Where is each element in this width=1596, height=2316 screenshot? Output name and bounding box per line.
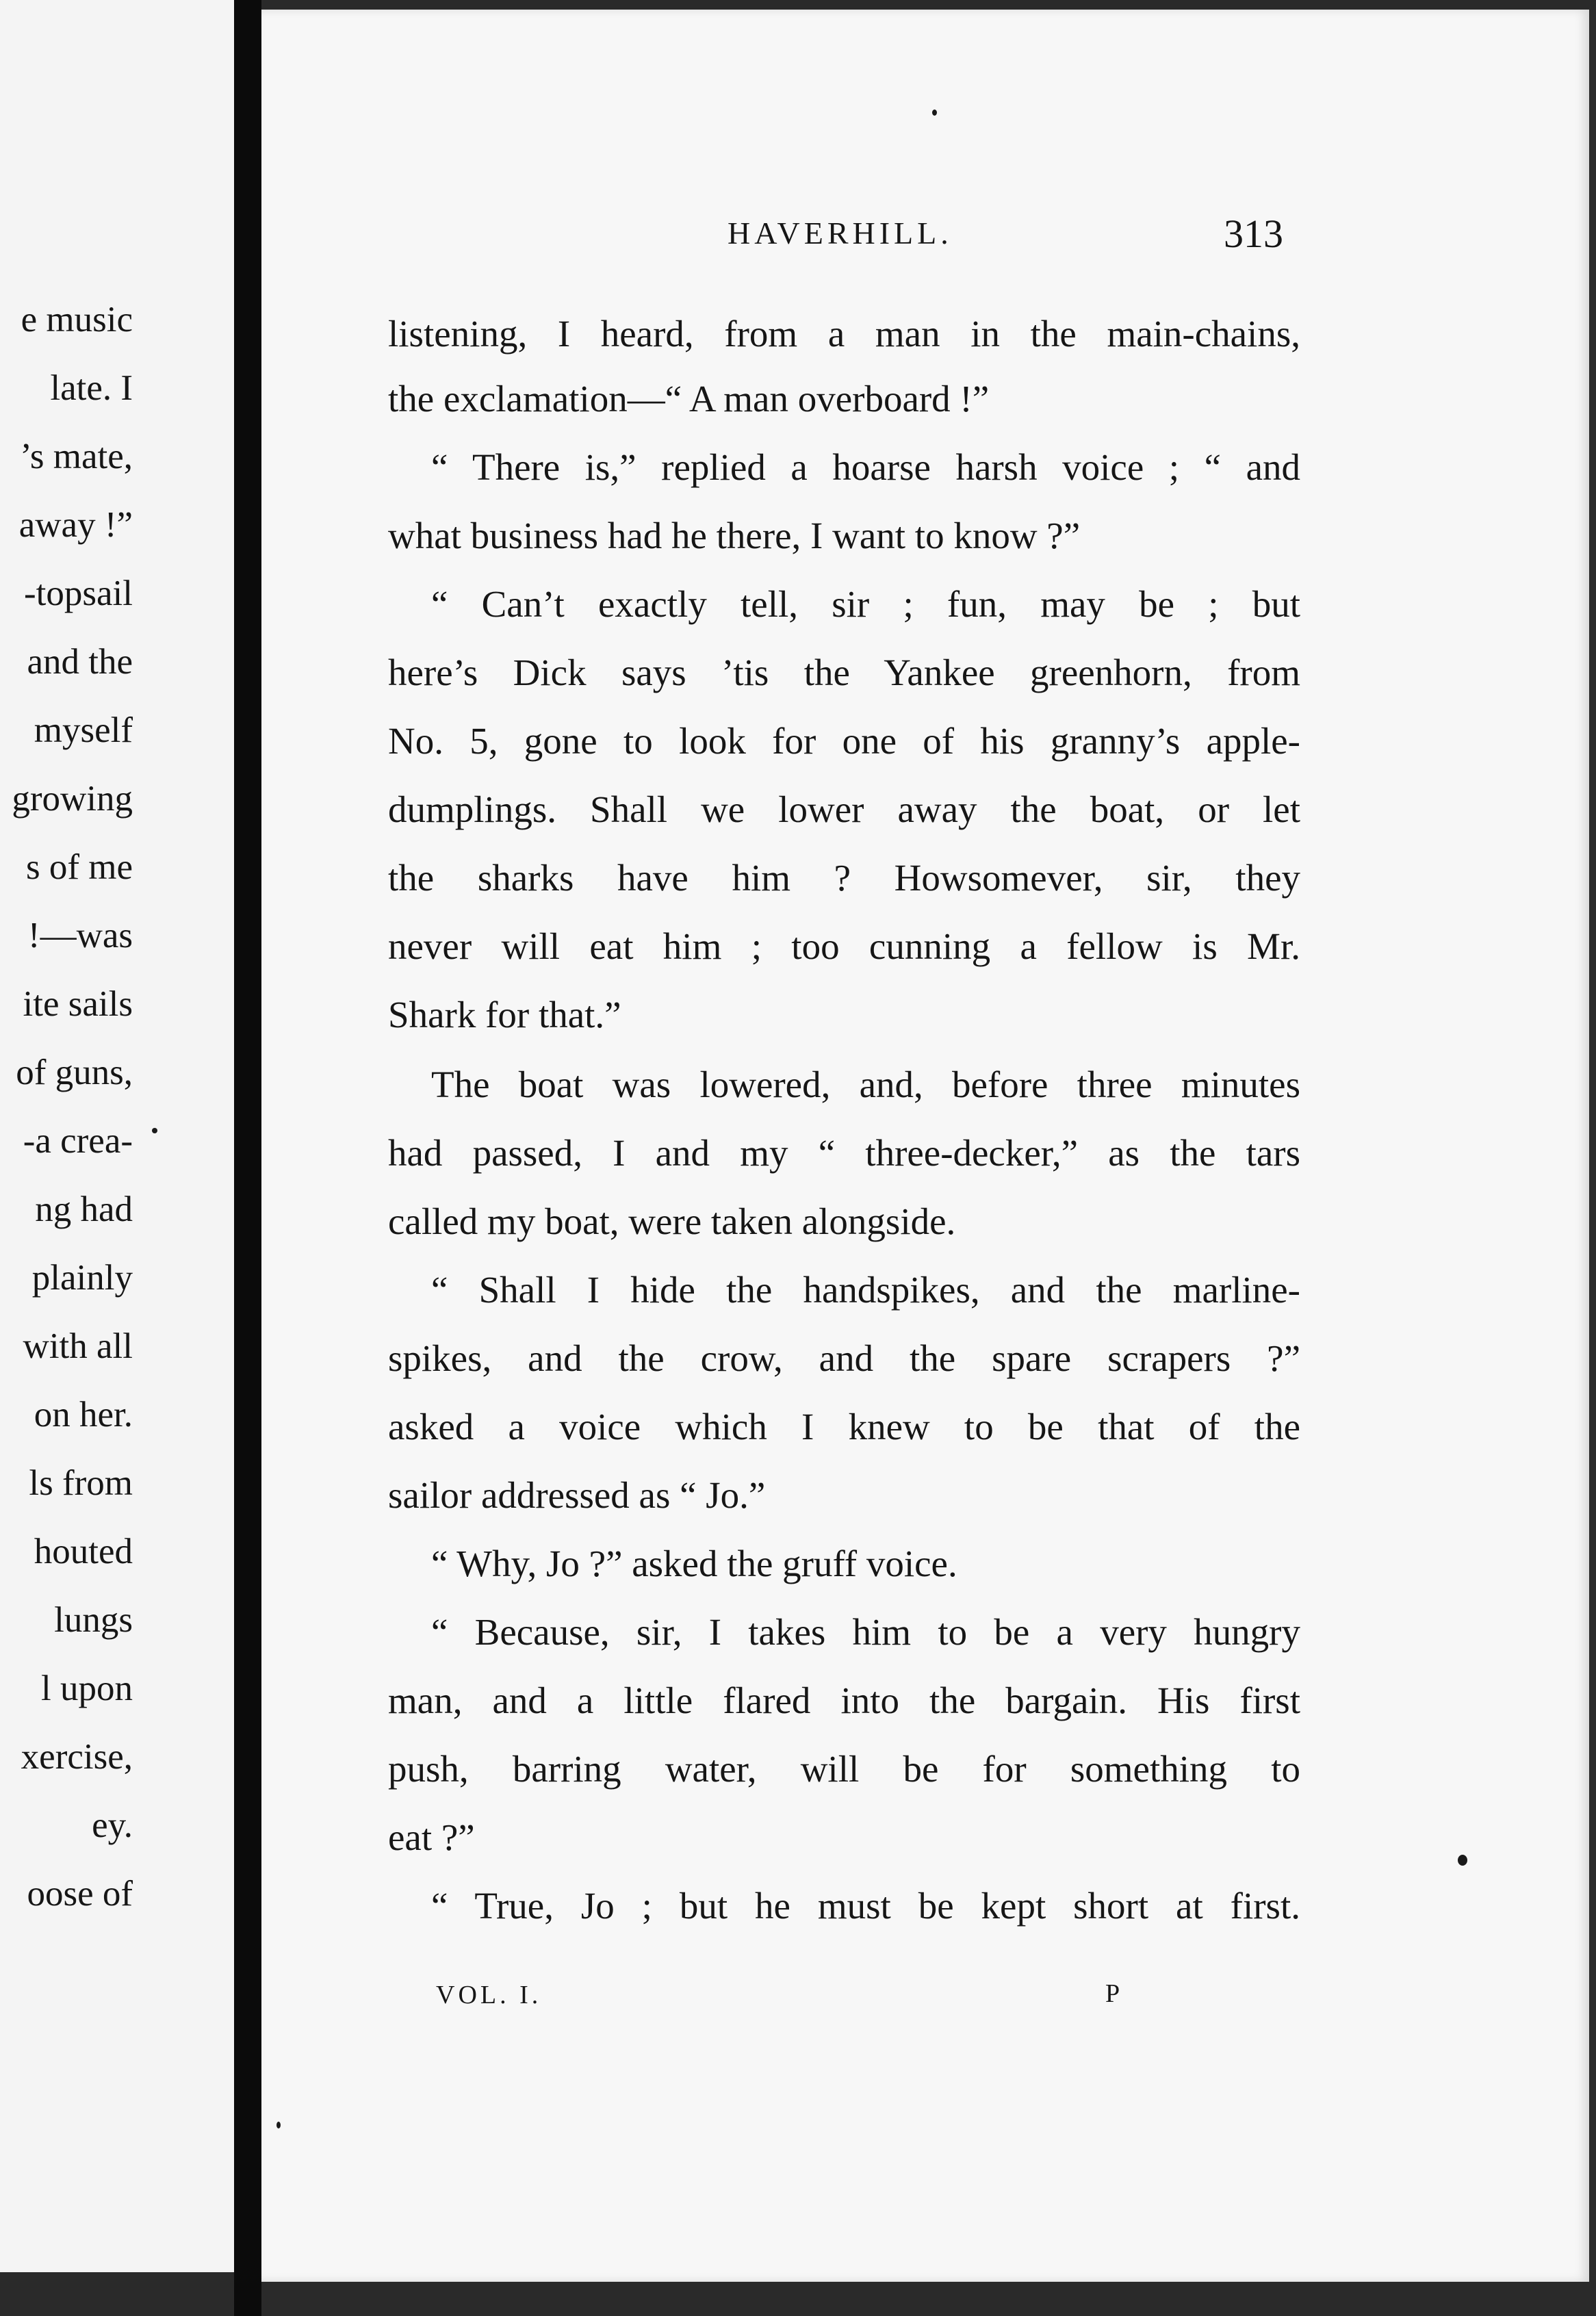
- previous-page-line: -topsail: [24, 574, 133, 613]
- body-line: “ Why, Jo ?” asked the gruff voice.: [431, 1543, 957, 1584]
- ink-speck: [276, 2122, 281, 2128]
- previous-page-line: ’s mate,: [20, 437, 133, 476]
- body-line: asked a voice which I knew to be that of the: [388, 1406, 1300, 1448]
- signature-mark: VOL. I.: [436, 1981, 542, 2009]
- body-line: eat ?”: [388, 1816, 475, 1858]
- previous-page-line: -a crea-: [23, 1121, 133, 1161]
- previous-page-line: ey.: [92, 1805, 133, 1845]
- previous-page-line: oose of: [27, 1874, 133, 1914]
- body-line: push, barring water, will be for something to: [388, 1748, 1300, 1790]
- previous-page-line: plainly: [31, 1258, 133, 1298]
- previous-page-line: !—was: [27, 916, 133, 955]
- body-line: had passed, I and my “ three-decker,” as the tars: [388, 1132, 1300, 1174]
- previous-page-line: l upon: [41, 1669, 133, 1708]
- page-number: 313: [1224, 211, 1283, 256]
- book-gutter: [234, 0, 261, 2316]
- previous-page-fragment: [0, 0, 234, 2272]
- running-head: HAVERHILL.: [728, 216, 953, 250]
- gathering-letter: P: [1105, 1979, 1120, 2008]
- previous-page-line: ng had: [35, 1189, 133, 1229]
- previous-page-line: myself: [34, 710, 133, 750]
- previous-page-line: e music: [21, 300, 133, 339]
- body-line: “ Can’t exactly tell, sir ; fun, may be ; but: [431, 583, 1300, 625]
- body-line: “ Because, sir, I takes him to be a very hungry: [431, 1611, 1300, 1653]
- previous-page-line: xercise,: [21, 1737, 133, 1777]
- previous-page-line: of guns,: [16, 1053, 133, 1092]
- body-line: dumplings. Shall we lower away the boat, or let: [388, 788, 1300, 830]
- ink-speck: [932, 110, 937, 116]
- previous-page-line: lungs: [54, 1600, 133, 1640]
- previous-page-line: away !”: [18, 505, 133, 545]
- ink-speck: [1458, 1855, 1467, 1866]
- body-line: listening, I heard, from a man in the main-chains,: [388, 313, 1300, 355]
- previous-page-line: ite sails: [23, 984, 133, 1024]
- previous-page-line: late. I: [50, 368, 133, 408]
- body-line: here’s Dick says ’tis the Yankee greenhorn, from: [388, 652, 1300, 693]
- body-line: “ There is,” replied a hoarse harsh voice ; “ and: [431, 446, 1300, 488]
- previous-page-line: on her.: [34, 1395, 133, 1434]
- body-line: called my boat, were taken alongside.: [388, 1200, 956, 1242]
- body-line: Shark for that.”: [388, 994, 621, 1035]
- body-line: the exclamation—“ A man overboard !”: [388, 378, 990, 420]
- previous-page-line: houted: [34, 1532, 133, 1571]
- body-line: No. 5, gone to look for one of his granny’s apple-: [388, 720, 1300, 762]
- previous-page-line: with all: [23, 1326, 133, 1366]
- body-line: The boat was lowered, and, before three minutes: [431, 1064, 1300, 1105]
- previous-page-line: growing: [12, 779, 133, 819]
- body-line: never will eat him ; too cunning a fellow is Mr.: [388, 925, 1300, 967]
- body-line: what business had he there, I want to know ?”: [388, 515, 1081, 556]
- body-line: man, and a little flared into the bargain. His first: [388, 1680, 1300, 1721]
- previous-page-line: s of me: [25, 847, 133, 887]
- body-line: sailor addressed as “ Jo.”: [388, 1474, 766, 1516]
- previous-page-line: and the: [27, 642, 133, 682]
- body-line: “ True, Jo ; but he must be kept short at first.: [431, 1885, 1300, 1927]
- body-line: “ Shall I hide the handspikes, and the marline-: [431, 1269, 1300, 1311]
- previous-page-line: ls from: [29, 1463, 133, 1503]
- body-line: spikes, and the crow, and the spare scrapers ?”: [388, 1337, 1300, 1379]
- ink-speck: [152, 1128, 157, 1133]
- body-line: the sharks have him ? Howsomever, sir, they: [388, 857, 1300, 899]
